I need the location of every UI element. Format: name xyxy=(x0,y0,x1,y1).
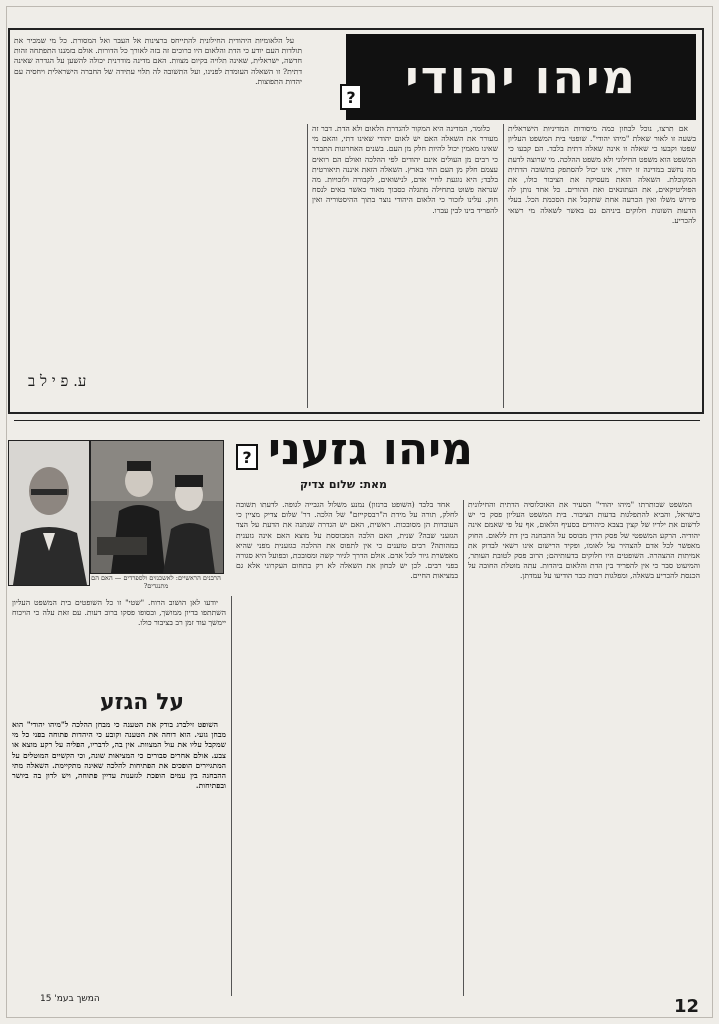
portrait-photo xyxy=(8,440,90,586)
column-divider xyxy=(231,596,232,996)
page-number: 12 xyxy=(674,996,700,1017)
article-title-who-is-jew xyxy=(346,34,696,120)
article2-column-right-text: המשפט שכותרתו "מיהו יהודי" הסעיר את האוכלוסיה הדתית והחילונית בישראל, והביא להתפלגות בדעות הציבור. בית המשפט העליון פסק כי יש לרשום את ילדיו של קצין בצבא כיהודים בסעיף הלאום, אף על פי שאמם אינה יהודיה. הרקע המשפטי של פסק הדין מבוסס על ההבחנה בין דת ללאום. החוק מאפשר לכל אדם להצהיר על לאומו, ופקיד הרישום אינו רשאי לבדוק את אמיתות ההצהרה. השופטים היו חלוקים בדעותיהם; הרוב פסק לטובת העותר, והמיעוט סבר כי אין להפריד בין הדת והלאום ביהדות. עתה מוטלת החובה על הכנסת להכריע בשאלה, ומפלגות רבות כבר הודיעו על עמדתן. xyxy=(468,500,700,581)
portrait-image xyxy=(9,441,89,585)
question-mark-icon: ? xyxy=(340,84,362,110)
article1-column-left-text: על הלאומיות היהודית החילונית להתייחס ברצינות אל העבר ואל המסורת. כל מי שמכיר את תולדות העם יודע כי הדת והלאום היו כרוכים זה בזה לאורך כל הדורות. אולם בזמננו התפתחה זהות חדשה, ישראלית, שאינה תלויה בקיום מצוות. האם מדינה מודרנית יכולה להשען על הגדרה שאינה דתית? זו השאלה העומדת לפנינו, ועל התשובה לה תלוי עתידה של החברה הישראלית ויחסיה עם יהדות התפוצות. xyxy=(14,36,302,86)
article2-column-right xyxy=(468,500,700,996)
article2-column-left-body-text: השופט זילברג בודק את הטענה כי מבחן ההלכה ל"מיהו יהודי" הוא מבחן גזעי. הוא דוחה את הטענה וקובע כי היהדות פתוחה בפני כל מי שמקבל עליו את עול המצוות. אין בה, לדבריו, הפליה על רקע מוצא או צבע. אולם אחרים סבורים כי המציאות שונה, וכי הקשיים המוטלים על המתגיירים הופכים את הפתיחות להלכה שאינה מתקיימת. השאלה מתי ההבחנה בין עמים הופכת לגזענות עדיין פתוחה, ויש לדון בה ביושר ובפתיחות. xyxy=(12,720,226,791)
continued-note: המשך בעמ' 15 xyxy=(40,994,100,1004)
article1-column-right xyxy=(508,124,696,408)
article2-column-middle xyxy=(236,500,458,996)
author-signature: ע. פ י ל ב xyxy=(28,372,87,390)
rabbis-image xyxy=(91,441,223,573)
section-divider xyxy=(14,420,700,421)
article1-column-left xyxy=(14,36,302,366)
column-divider xyxy=(307,124,308,408)
article2-column-left-top-text: יודעו לאן הושוב הרוח. "שטי" זו כל השופטים בית המשפט העליון השתתפו בדיון ממושך, ובסופו פסקו ברוב דעות. עם זאת עלה כי הויכוח יימשך עוד זמן רב בציבור כולו. xyxy=(12,598,226,628)
article1-column-middle-text: כלומר, המדינה היא המקור להגדרת הלאום ולא הדת. דבר זה מעורר את השאלה האם יש לאום יהודי שאינו דתי, והאם מי שאינו מאמין יכול להיות חלק מן העם. בשנים האחרונות התברר כי רבים מן העולים אינם יהודים לפי ההלכה ואולם הם רואים עצמם חלק מן העם החי בארץ. השאלה הזאת איננה תיאורטית בלבד; היא נוגעת לחיי אדם, לנישואים, לקבורה ולזכויות. מה שנראה פשוט בתחילה מתגלה כסבוך מאוד כאשר באים לנסח חוק. עלינו לזכור כי הלאום היהודי נוצר בתוך ההיסטוריה ואין להפריד בינו לבין עברו. xyxy=(312,124,498,215)
rabbis-photo xyxy=(90,440,224,574)
article2-column-left-top xyxy=(12,598,226,686)
column-divider xyxy=(463,500,464,996)
byline: מאת: שלום צדיק xyxy=(300,478,387,491)
article2-column-middle-text: אחד בלבד (השופט ברנזון) נמנע משלול הגבייה לגופה. לדעתו תשובה לחלק, תורה על מידת ה"רבסקייזם" של הלכה. דר' שלום צדיק מציין כי העובדות הן מסובכות. ראשית, האם יש הגדרה שנתנה את הדעת על הצד הגזעני שבה? שנית, האם הלכה המבוססת על מוצא האם אינה גזענית במהותה? רבים טוענים כי אין לתפוס את ההלכה כגזענית מפני שהיא מאפשרת גיור לכל אדם. אולם הדרך לגיור קשה ומסובכת, ובפועל היא סגורה בפני רבים. לכן יש לבחון את השאלה לא רק בתחום העקרוני אלא גם במציאות החיים. xyxy=(236,500,458,581)
section-subhead: על הגזע xyxy=(100,690,185,715)
article1-column-middle xyxy=(312,124,498,408)
article-title-who-is-racist: מיהו גזעני xyxy=(268,424,473,475)
article2-column-left-body xyxy=(12,720,226,990)
article-title-text: מיהו יהודי xyxy=(405,50,637,104)
column-divider xyxy=(503,124,504,408)
article1-column-right-text: אם תרצו, נוכל לבחון כמה מיסודות המדיניות הישראלית בשעה זו לאור שאלת "מיהו יהודי". שופטי בית המשפט העליון שפטו וקבעו כי שאלה זו אינה שאלה דתית בלבד. הם קבעו כי המשפט הוא משפט החילוני ולא משפט ההלכה. מי שרוצה לדעת מה נחשב במדינה זו יהודי, אינו יכול להסתפק בתשובה הדתית המקובלת. השאלה הזאת מעסיקה את הציבור כולו, את הפוליטיקאים, את העתונאים ואת ההורים. כל אחד נותן לה פירוש משלו ואין הכרעה אחת שתקבל את הסכמת הכל. בעלי הדעות השונות חלוקים ביניהם גם באשר לשאלה מי רשאי להכריע. xyxy=(508,124,696,225)
photo-caption: הרבנים הראשיים: לאשכנזים ולספרדים — האם הם מתנגדים? xyxy=(91,574,221,590)
question-mark-icon: ? xyxy=(236,444,258,470)
